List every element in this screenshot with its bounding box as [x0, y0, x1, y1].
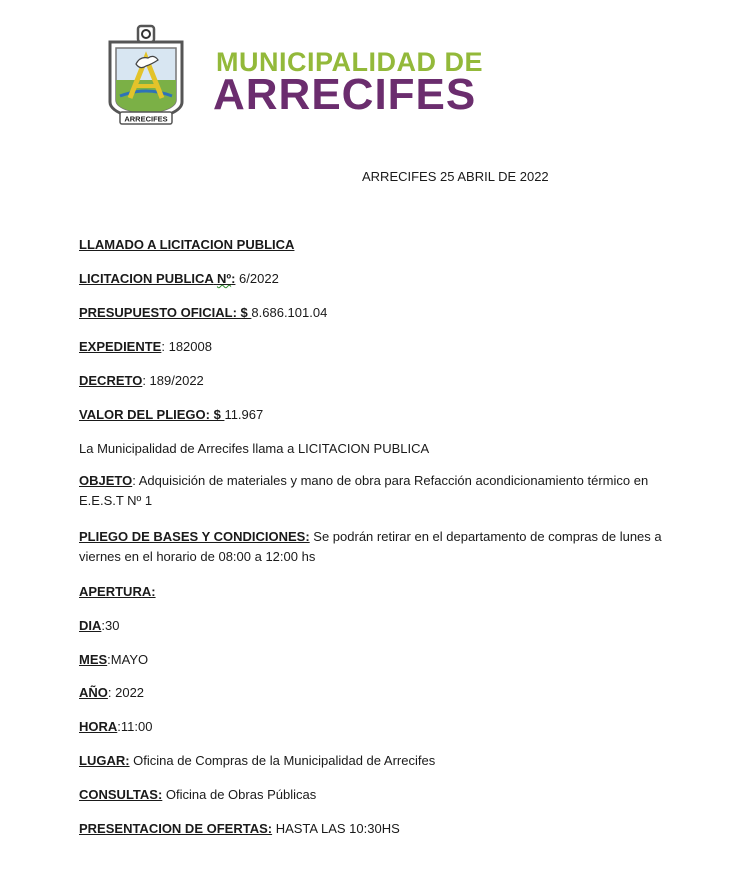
anio-row: [79, 683, 144, 703]
decreto-value: : 189/2022: [142, 373, 204, 388]
title-text: LLAMADO A LICITACION PUBLICA: [79, 237, 295, 252]
expediente-value: : 182008: [161, 339, 212, 354]
document-date: ARRECIFES 25 ABRIL DE 2022: [362, 169, 549, 184]
hora-label: HORA: [79, 719, 118, 734]
anio-label: AÑO: [79, 685, 108, 700]
lugar-row: [79, 751, 435, 771]
pliego-paragraph: [79, 527, 679, 567]
hora-value: :11:00: [117, 719, 153, 734]
pliego-label: PLIEGO DE BASES Y CONDICIONES:: [79, 529, 310, 544]
licitacion-label-main: LICITACION PUBLICA: [79, 271, 214, 286]
apertura-heading: [79, 582, 156, 602]
licitacion-value: 6/2022: [235, 271, 279, 286]
licitacion-label: LICITACION PUBLICA Nº:: [79, 271, 236, 286]
coat-of-arms-icon: [106, 24, 186, 130]
mes-value: :MAYO: [107, 652, 149, 667]
presupuesto-label: PRESUPUESTO OFICIAL: $: [79, 305, 252, 320]
lugar-label: LUGAR:: [79, 753, 130, 768]
intro-paragraph: La Municipalidad de Arrecifes llama a LICITACION PUBLICA: [79, 441, 430, 456]
valor-pliego-label: VALOR DEL PLIEGO: $: [79, 407, 225, 422]
decreto-row: [79, 371, 204, 391]
decreto-label: DECRETO: [79, 373, 143, 388]
logo-caption: ARRECIFES: [124, 114, 168, 124]
apertura-label: APERTURA:: [79, 584, 156, 599]
document-title: [79, 235, 294, 255]
anio-value: : 2022: [107, 685, 145, 700]
mes-label: MES: [79, 652, 108, 667]
licitacion-row: [79, 269, 279, 289]
brand-line-municipalidad: MUNICIPALIDAD DE: [216, 47, 483, 77]
licitacion-label-num: Nº: [216, 271, 232, 286]
valor-pliego-value: 11.967: [224, 407, 264, 422]
objeto-paragraph: [79, 471, 679, 511]
lugar-value: Oficina de Compras de la Municipalidad de Arrecifes: [129, 753, 436, 768]
expediente-label: EXPEDIENTE: [79, 339, 162, 354]
consultas-label: CONSULTAS:: [79, 787, 163, 802]
presentacion-row: [79, 819, 400, 839]
municipal-coat-of-arms: [106, 24, 186, 130]
presentacion-value: HASTA LAS 10:30HS: [272, 821, 400, 836]
objeto-value: : Adquisición de materiales y mano de obra para Refacción acondicionamiento térmico en E.E.S.T Nº 1: [79, 473, 649, 508]
presentacion-label: PRESENTACION DE OFERTAS:: [79, 821, 273, 836]
consultas-row: [79, 785, 316, 805]
consultas-value: Oficina de Obras Públicas: [162, 787, 317, 802]
dia-value: :30: [101, 618, 120, 633]
presupuesto-row: [79, 303, 327, 323]
mes-row: [79, 650, 148, 670]
expediente-row: [79, 337, 212, 357]
dia-label: DIA: [79, 618, 102, 633]
presupuesto-value: 8.686.101.04: [251, 305, 328, 320]
objeto-label: OBJETO: [79, 473, 133, 488]
dia-row: [79, 616, 119, 636]
valor-pliego-row: [79, 405, 263, 425]
brand-line-arrecifes: ARRECIFES: [213, 70, 477, 119]
pliego-value: Se podrán retirar en el departamento de compras de lunes a viernes en el horario de 08:00 a 12:00 hs: [79, 529, 662, 564]
hora-row: [79, 717, 152, 737]
